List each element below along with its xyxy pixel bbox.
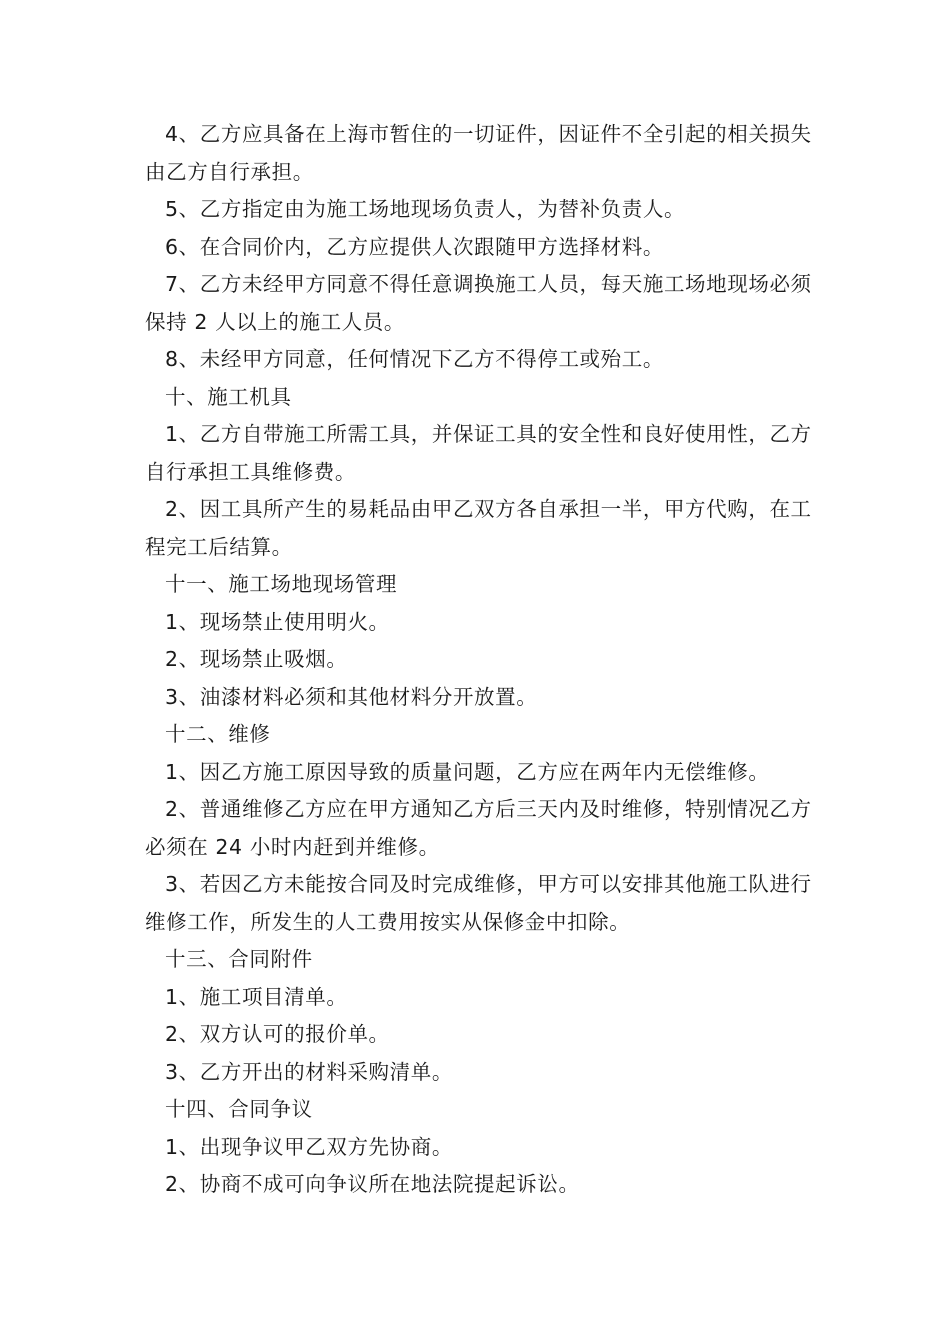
clause-12-1: 1、因乙方施工原因导致的质量问题，乙方应在两年内无偿维修。 — [165, 759, 770, 784]
clause-12-3: 3、若因乙方未能按合同及时完成维修，甲方可以安排其他施工队进行维修工作，所发生的人工费用按实从保修金中扣除。 — [145, 872, 812, 934]
section-heading-12: 十二、维修 — [165, 722, 271, 746]
clause-14-1: 1、出现争议甲乙双方先协商。 — [165, 1134, 453, 1159]
clause-13-1: 1、施工项目清单。 — [165, 984, 348, 1009]
section-heading-13: 十三、合同附件 — [165, 947, 313, 971]
clause-13-3: 3、乙方开出的材料采购清单。 — [165, 1059, 453, 1084]
clause-11-2: 2、现场禁止吸烟。 — [165, 647, 348, 671]
clause-11-3: 3、油漆材料必须和其他材料分开放置。 — [165, 684, 538, 709]
clause-9-6: 6、在合同价内，乙方应提供人次跟随甲方选择材料。 — [165, 234, 664, 259]
clause-9-7: 7、乙方未经甲方同意不得任意调换施工人员，每天施工场地现场必须保持 2 人以上的施工人员。 — [145, 272, 812, 334]
clause-10-1: 1、乙方自带施工所需工具，并保证工具的安全性和良好使用性，乙方自行承担工具维修费。 — [145, 422, 812, 484]
section-heading-10: 十、施工机具 — [165, 384, 292, 409]
clause-9-5: 5、乙方指定由为施工场地现场负责人，为替补负责人。 — [165, 197, 686, 221]
clause-10-2: 2、因工具所产生的易耗品由甲乙双方各自承担一半，甲方代购，在工程完工后结算。 — [145, 497, 812, 559]
document-body — [145, 116, 820, 1204]
section-heading-14: 十四、合同争议 — [165, 1097, 313, 1121]
clause-9-8: 8、未经甲方同意，任何情况下乙方不得停工或殆工。 — [165, 347, 664, 371]
section-heading-11: 十一、施工场地现场管理 — [165, 572, 398, 596]
clause-12-2: 2、普通维修乙方应在甲方通知乙方后三天内及时维修，特别情况乙方必须在 24 小时内赶到并维修。 — [145, 797, 812, 859]
clause-11-1: 1、现场禁止使用明火。 — [165, 609, 390, 634]
clause-14-2: 2、协商不成可向争议所在地法院提起诉讼。 — [165, 1172, 580, 1196]
clause-9-4: 4、乙方应具备在上海市暂住的一切证件，因证件不全引起的相关损失由乙方自行承担。 — [145, 122, 812, 184]
clause-13-2: 2、双方认可的报价单。 — [165, 1022, 390, 1046]
